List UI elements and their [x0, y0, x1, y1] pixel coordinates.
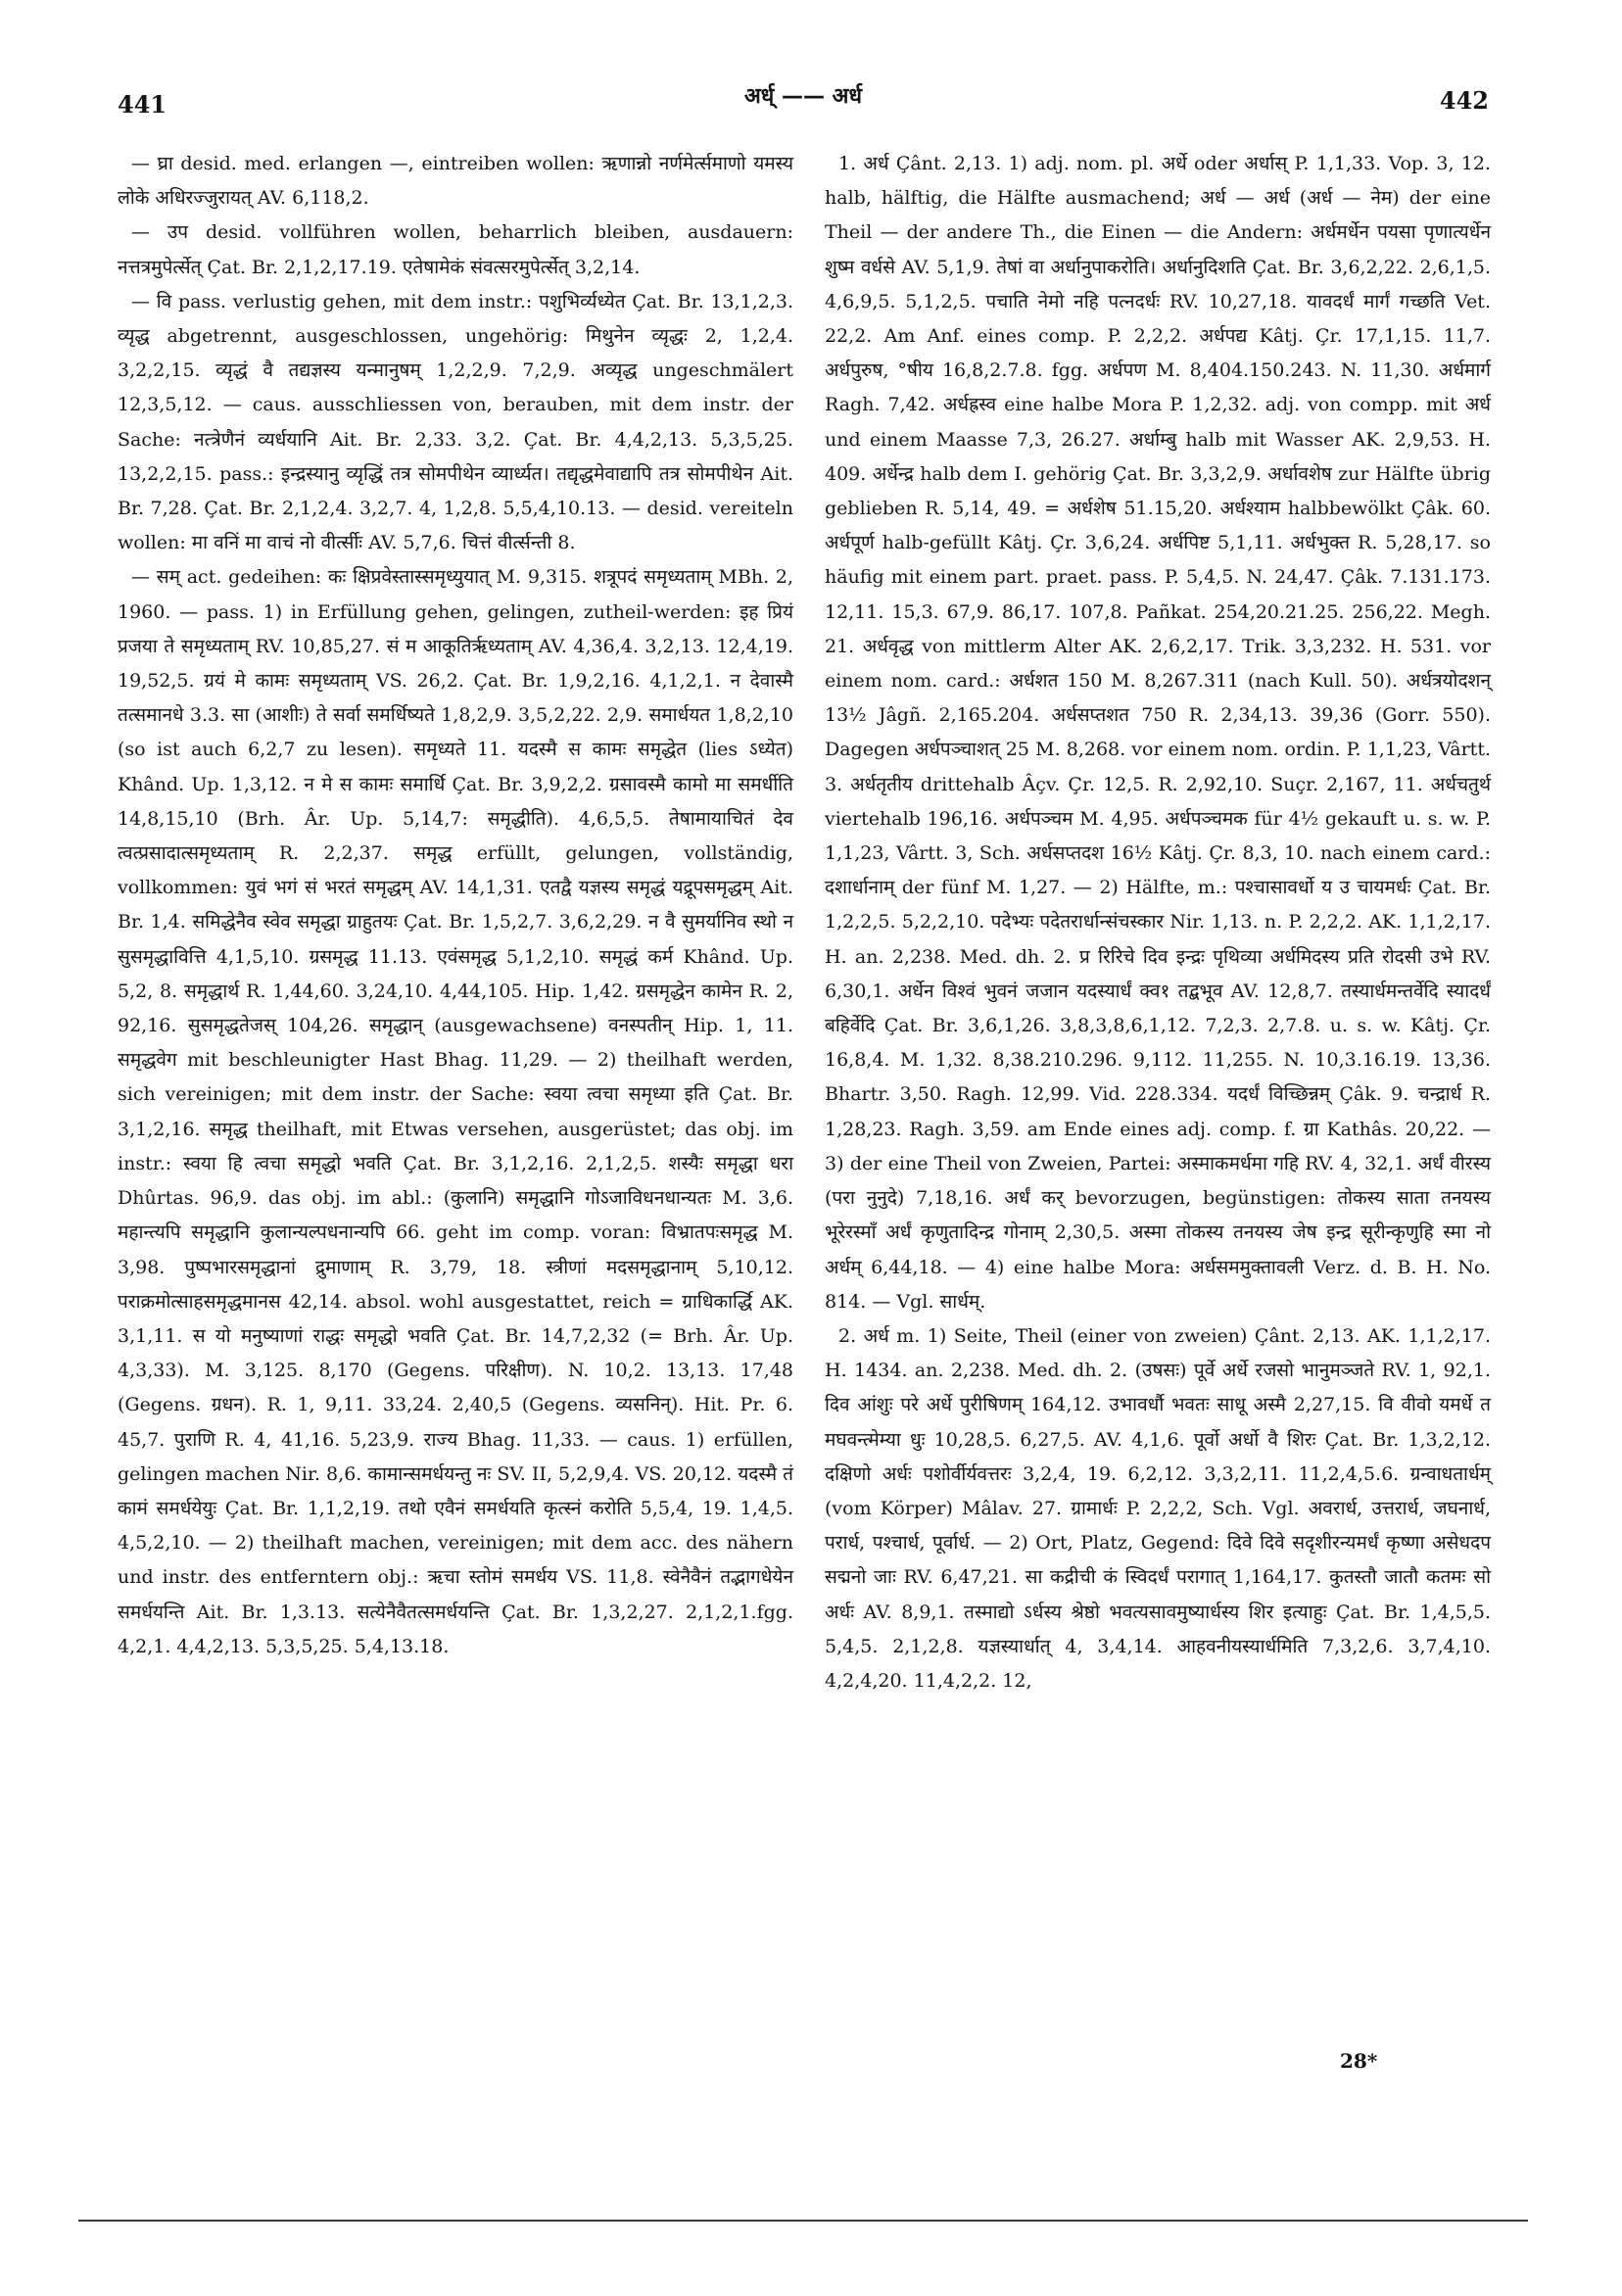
page-number-left: 441: [118, 90, 167, 119]
entry-paragraph: — घ्रा desid. med. erlangen —, eintreiben wollen: ऋणान्नो नर्णमेर्त्समाणो यमस्य लोके अधिरज्जुरायत् AV. 6,118,2.: [118, 153, 793, 210]
running-head: अर्ध् —— अर्ध: [744, 84, 862, 109]
right-column: [825, 147, 1491, 1698]
entry-paragraph: 1. अर्ध Çânt. 2,13. 1) adj. nom. pl. अर्धे oder अर्धास् P. 1,1,33. Vop. 3, 12. halb, hälftig, die Hälfte ausmachend; अर्ध — अर्ध (अर्ध — नेम) der eine Theil — der andere Th., die Einen — die Andern: अर्धमर्धेन पयसा पृणात्यर्धेन शुष्म वर्धसे AV. 5,1,9. तेषां वा अर्धानुपाकरोति। अर्धानुदिशति Çat. Br. 3,6,2,22. 2,6,1,5. 4,6,9,5. 5,1,2,5. पचाति नेमो नहि पत्नदर्धः RV. 10,27,18. यावदर्धं मार्गं गच्छति Vet. 22,2. Am Anf. eines comp. P. 2,2,2. अर्धपद्य Kâtj. Çr. 17,1,15. 11,7. अर्धपुरुष, °षीय 16,8,2.7.8. fgg. अर्धपण M. 8,404.150.243. N. 11,30. अर्धमार्ग Ragh. 7,42. अर्धह्रस्व eine halbe Mora P. 1,2,32. adj. von compp. mit अर्ध und einem Maasse 7,3, 26.27. अर्धाम्बु halb mit Wasser AK. 2,9,53. H. 409. अर्धेन्द्र halb dem I. gehörig Çat. Br. 3,3,2,9. अर्धावशेष zur Hälfte übrig geblieben R. 5,14, 49. = अर्धशेष 51.15,20. अर्धश्याम halbbewölkt Çâk. 60. अर्धपूर्ण halb-gefüllt Kâtj. Çr. 3,6,24. अर्धपिष्ट 5,1,11. अर्धभुक्त R. 5,28,17. so häufig mit einem part. praet. pass. P. 5,4,5. N. 24,47. Çâk. 7.131.173. 12,11. 15,3. 67,9. 86,17. 107,8. Pañkat. 254,20.21.25. 256,22. Megh. 21. अर्धवृद्ध von mittlerm Alter AK. 2,6,2,17. Trik. 3,3,232. H. 531. vor einem nom. card.: अर्धशत 150 M. 8,267.311 (nach Kull. 50). अर्धत्रयोदशन् 13½ Jâgñ. 2,165.204. अर्धसप्तशत 750 R. 2,34,13. 39,36 (Gorr. 550). Dagegen अर्धपञ्चाशत् 25 M. 8,268. vor einem nom. ordin. P. 1,1,23, Vârtt. 3. अर्धतृतीय drittehalb Âçv. Çr. 12,5. R. 2,92,10. Suçr. 2,167, 11. अर्धचतुर्थ viertehalb 196,16. अर्धपञ्चम M. 4,95. अर्धपञ्चमक für 4½ gekauft u. s. w. P. 1,1,23, Vârtt. 3, Sch. अर्धसप्तदश 16½ Kâtj. Çr. 8,3, 10. nach einem card.: दशार्धानाम् der fünf M. 1,27. — 2) Hälfte, m.: पश्चासावर्धो य उ चायमर्धः Çat. Br. 1,2,2,5. 5,2,2,10. पदेभ्यः पदेतरार्धान्संचस्कार Nir. 1,13. n. P. 2,2,2. AK. 1,1,2,17. H. an. 2,238. Med. dh. 2. प्र रिरिचे दिव इन्द्रः पृथिव्या अर्धमिदस्य प्रति रोदसी उभे RV. 6,30,1. अर्धेन विश्वं भुवनं जजान यदस्यार्धं क्व१ तद्बभूव AV. 12,8,7. तस्यार्धमन्तर्वेदि स्यादर्धं बहिर्वेदि Çat. Br. 3,6,1,26. 3,8,3,8,6,1,12. 7,2,3. 2,7.8. u. s. w. Kâtj. Çr. 16,8,4. M. 1,32. 8,38.210.296. 9,112. 11,255. N. 10,3.16.19. 13,36. Bhartr. 3,50. Ragh. 12,99. Vid. 228.334. यदर्धं विच्छिन्नम् Çâk. 9. चन्द्रार्ध R. 1,28,23. Ragh. 3,59. am Ende eines adj. comp. f. ग्रा Kathâs. 20,22. — 3) der eine Theil von Zweien, Partei: अस्माकमर्धमा गहि RV. 4, 32,1. अर्धं वीरस्य (परा नुनुदे) 7,18,16. अर्धं कर् bevorzugen, begünstigen: तोकस्य साता तनयस्य भूरेरस्माँ अर्धं कृणुतादिन्द्र गोनाम् 2,30,5. अस्मा तोकस्य तनयस्य जेष इन्द्र सूरीन्कृणुहि स्मा नो अर्धम् 6,44,18. — 4) eine halbe Mora: अर्धसममुक्तावली Verz. d. B. H. No. 814. — Vgl. सार्धम्.: [825, 153, 1491, 1313]
bottom-rule: [78, 2220, 1528, 2222]
left-column: [118, 147, 793, 1664]
entry-paragraph: 2. अर्ध m. 1) Seite, Theil (einer von zweien) Çânt. 2,13. AK. 1,1,2,17. H. 1434. an. 2,238. Med. dh. 2. (उषसः) पूर्वे अर्धे रजसो भानुमञ्जते RV. 1, 92,1. दिव आंशुः परे अर्धे पुरीषिणम् 164,12. उभावर्धौ भवतः साधू अस्मै 2,27,15. वि वीवो यमर्धे त मघवन्त्मेम्या धुः 10,28,5. 6,27,5. AV. 4,1,6. पूर्वो अर्धो वै शिरः Çat. Br. 1,3,2,12. दक्षिणो अर्धः पशोर्वीर्यवत्तरः 3,2,4, 19. 6,2,12. 3,3,2,11. 11,2,4,5.6. ग्रन्वाधतार्धम् (vom Körper) Mâlav. 27. ग्रामार्धः P. 2,2,2, Sch. Vgl. अवरार्ध, उत्तरार्ध, जघनार्ध, परार्ध, पश्चार्ध, पूर्वार्ध. — 2) Ort, Platz, Gegend: दिवे दिवे सदृशीरन्यमर्धं कृष्णा असेधदप सद्मनो जाः RV. 6,47,21. सा कद्रीची कं स्विदर्धं परागात् 1,164,17. कुतस्तौ जातौ कतमः सो अर्धः AV. 8,9,1. तस्माद्यो ऽर्धस्य श्रेष्ठो भवत्यसावमुष्यार्धस्य शिर इत्याहुः Çat. Br. 1,4,5,5. 5,4,5. 2,1,2,8. यज्ञस्यार्धात् 4, 3,4,14. आहवनीयस्यार्धमिति 7,3,2,6. 3,7,4,10. 4,2,4,20. 11,4,2,2. 12,: [825, 1324, 1491, 1692]
entry-paragraph: — सम् act. gedeihen: कः क्षिप्रवेस्तास्समृध्युयात् M. 9,315. शत्रूपदं समृध्यताम् MBh. 2, 1960. — pass. 1) in Erfüllung gehen, gelingen, zutheil-werden: इह प्रियं प्रजया ते समृध्यताम् RV. 10,85,27. सं म आकूतिर्ऋध्यताम् AV. 4,36,4. 3,2,13. 12,4,19. 19,52,5. ग्रयं मे कामः समृध्यताम् VS. 26,2. Çat. Br. 1,9,2,16. 4,1,2,1. न देवास्मै तत्समानधे 3.3. सा (आशीः) ते सर्वा समर्धिष्यते 1,8,2,9. 3,5,2,22. 2,9. समार्धयत 1,8,2,10 (so ist auch 6,2,7 zu lesen). समृध्यते 11. यदस्मै स कामः समृद्धेत (lies ऽध्येत) Khând. Up. 1,3,12. न मे स कामः समार्धि Çat. Br. 3,9,2,2. ग्रसावस्मै कामो मा समर्धीति 14,8,15,10 (Brh. Âr. Up. 5,14,7: समृद्धीति). 4,6,5,5. तेषामायाचितं देव त्वत्प्रसादात्समृध्यताम् R. 2,2,37. समृद्ध erfüllt, gelungen, vollständig, vollkommen: युवं भगं सं भरतं समृद्धम् AV. 14,1,31. एतद्वै यज्ञस्य समृद्धं यद्रूपसमृद्धम् Ait. Br. 1,4. समिद्धेनैव स्वेव समृद्धा ग्राहुतयः Çat. Br. 1,5,2,7. 3,6,2,29. न वै सुमर्यानिव स्थो न सुसमृद्धावित्ति 4,1,5,10. ग्रसमृद्ध 11.13. एवंसमृद्ध 5,1,2,10. समृद्धं कर्म Khând. Up. 5,2, 8. समृद्धार्थ R. 1,44,60. 3,24,10. 4,44,105. Hip. 1,42. ग्रसमृद्धेन कामेन R. 2, 92,16. सुसमृद्धतेजस् 104,26. समृद्धान् (ausgewachsene) वनस्पतीन् Hip. 1, 11. समृद्धवेग mit beschleunigter Hast Bhag. 11,29. — 2) theilhaft werden, sich vereinigen; mit dem instr. der Sache: स्वया त्वचा समृध्या इति Çat. Br. 3,1,2,16. समृद्ध theilhaft, mit Etwas versehen, ausgerüstet; das obj. im instr.: स्वया हि त्वचा समृद्धो भवति Çat. Br. 3,1,2,16. 2,1,2,5. शस्यैः समृद्धा धरा Dhûrtas. 96,9. das obj. im abl.: (कुलानि) समृद्धानि गोऽजाविधनधान्यतः M. 3,6. महान्त्यपि समृद्धानि कुलान्यल्पधनान्यपि 66. geht im comp. voran: विभ्रातपःसमृद्ध M. 3,98. पुष्पभारसमृद्धानां द्रुमाणाम् R. 3,79, 18. स्त्रीणां मदसमृद्धानाम् 5,10,12. पराक्रमोत्साहसमृद्धमानस 42,14. absol. wohl ausgestattet, reich = ग्राधिकार्द्धि AK. 3,1,11. स यो मनुष्याणां राद्धः समृद्धो भवति Çat. Br. 14,7,2,32 (= Brh. Âr. Up. 4,3,33). M. 3,125. 8,170 (Gegens. परिक्षीण). N. 10,2. 13,13. 17,48 (Gegens. ग्रधन). R. 1, 9,11. 33,24. 2,40,5 (Gegens. व्यसनिन्). Hit. Pr. 6. 45,7. पुराणि R. 4, 41,16. 5,23,9. राज्य Bhag. 11,33. — caus. 1) erfüllen, gelingen machen Nir. 8,6. कामान्समर्धयन्तु नः SV. II, 5,2,9,4. VS. 20,12. यदस्मै तं कामं समर्धयेयुः Çat. Br. 1,1,2,19. तथो एवैनं समर्धयति कृत्स्नं करोति 5,5,4, 19. 1,4,5. 4,5,2,10. — 2) theilhaft machen, vereinigen; mit dem acc. des nähern und instr. des entferntern obj.: ऋचा स्तोमं समर्धय VS. 11,8. स्वेनैवैनं तद्भागधेयेन समर्धयन्ति Ait. Br. 1,3.13. सत्येनैवैतत्समर्धयन्ति Çat. Br. 1,3,2,27. 2,1,2,1.fgg. 4,2,1. 4,4,2,13. 5,3,5,25. 5,4,13.18.: [118, 566, 793, 1657]
page-number-right: 442: [1439, 86, 1489, 115]
page-signature: 28*: [1340, 2049, 1378, 2073]
page-header: [118, 80, 1489, 129]
entry-paragraph: — उप desid. vollführen wollen, beharrlich bleiben, ausdauern: नत्तत्रमुपेर्त्सेत् Çat. Br. 2,1,2,17.19. एतेषामेकं संवत्सरमुपेर्त्सेत् 3,2,14.: [118, 221, 793, 278]
entry-paragraph: — वि pass. verlustig gehen, mit dem instr.: पशुभिर्व्यध्येत Çat. Br. 13,1,2,3. व्यृद्ध abgetrennt, ausgeschlossen, ungehörig: मिथुनेन व्यृद्धः 2, 1,2,4. 3,2,2,15. व्यृद्धं वै तद्यज्ञस्य यन्मानुषम् 1,2,2,9. 7,2,9. अव्यृद्ध ungeschmälert 12,3,5,12. — caus. ausschliessen von, berauben, mit dem instr. der Sache: नत्त्रेणैनं व्यर्धयानि Ait. Br. 2,33. 3,2. Çat. Br. 4,4,2,13. 5,3,5,25. 13,2,2,15. pass.: इन्द्रस्यानु व्यृद्धिं तत्र सोमपीथेन व्यार्ध्यत। तद्यृद्धमेवाद्यापि तत्र सोमपीथेन Ait. Br. 7,28. Çat. Br. 2,1,2,4. 3,2,7. 4, 1,2,8. 5,5,4,10.13. — desid. vereiteln wollen: मा वनिं मा वाचं नो वीर्त्सीः AV. 5,7,6. चित्तं वीर्त्सन्ती 8.: [118, 290, 793, 554]
